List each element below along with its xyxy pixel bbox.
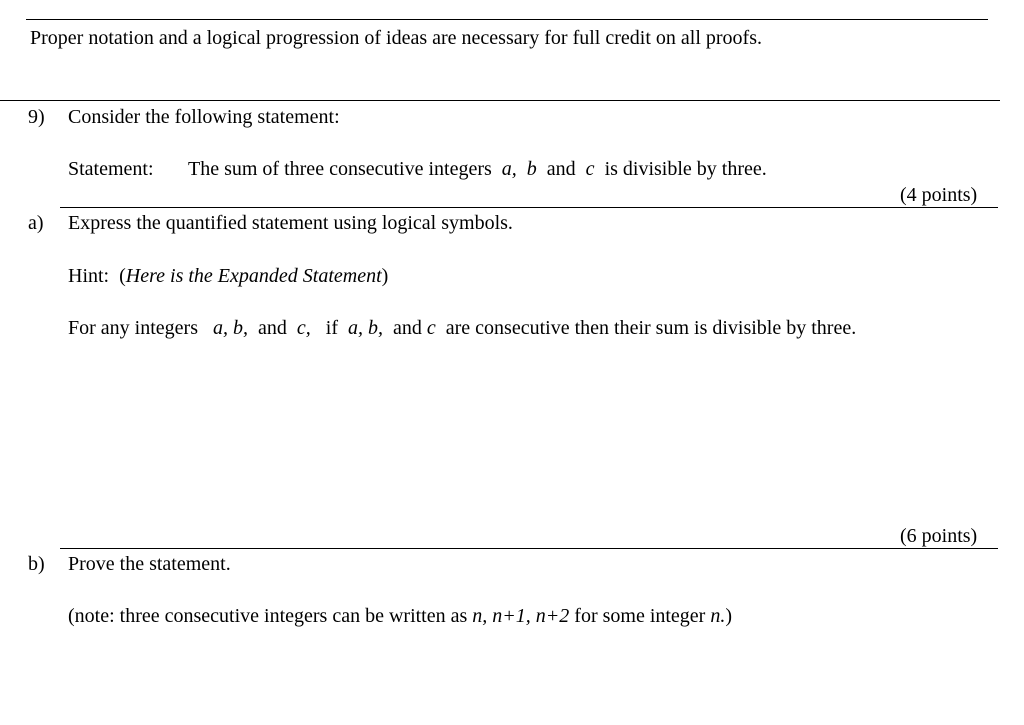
part-b-prompt: Prove the statement.: [68, 553, 231, 575]
expanded-w9: are consecutive then their sum is divisible by three.: [445, 317, 857, 339]
statement-label: Statement:: [68, 158, 154, 180]
question-number: 9): [28, 106, 45, 128]
var-a: a,: [501, 158, 517, 180]
expanded-w6: a, b,: [347, 317, 383, 339]
expanded-w3: and: [257, 317, 287, 339]
note-text-1: (note: three consecutive integers can be written as: [68, 605, 468, 627]
expanded-w7: and: [392, 317, 422, 339]
hint-italic: Here is the Expanded Statement: [125, 265, 382, 287]
expanded-w5: if: [325, 317, 338, 339]
part-b-points: (6 points): [900, 525, 978, 547]
part-b-note: [68, 606, 732, 626]
statement-and: and: [546, 158, 576, 180]
statement-line: [188, 159, 767, 179]
expanded-w1: For any integers: [68, 317, 198, 339]
part-a-points: (4 points): [900, 184, 978, 206]
note-text-3: ): [725, 605, 733, 627]
expanded-w2: a, b,: [212, 317, 248, 339]
part-a-label: a): [28, 212, 44, 234]
top-rule: [26, 19, 988, 20]
question-intro: Consider the following statement:: [68, 106, 340, 128]
note-vars: n, n+1, n+2: [472, 605, 570, 627]
statement-text-1: The sum of three consecutive integers: [188, 158, 492, 180]
part-a-prompt: Express the quantified statement using logical symbols.: [68, 212, 513, 234]
hint-paren-close: ): [381, 265, 389, 287]
expanded-statement: [68, 318, 856, 338]
hint-label: Hint:: [68, 265, 110, 287]
part-a-rule: [60, 207, 998, 208]
expanded-w4: c,: [296, 317, 311, 339]
note-var-n: n.: [710, 605, 726, 627]
statement-text-2: is divisible by three.: [604, 158, 767, 180]
instructions-text: Proper notation and a logical progression of ideas are necessary for full credit on all proofs.: [30, 27, 762, 49]
hint-line: [68, 266, 388, 286]
var-b: b: [526, 158, 537, 180]
part-b-label: b): [28, 553, 45, 575]
expanded-w8: c: [426, 317, 436, 339]
part-b-rule: [60, 548, 998, 549]
hint-paren-open: (: [119, 265, 126, 287]
var-c: c: [585, 158, 595, 180]
question-rule: [0, 100, 1000, 101]
note-text-2: for some integer: [574, 605, 706, 627]
